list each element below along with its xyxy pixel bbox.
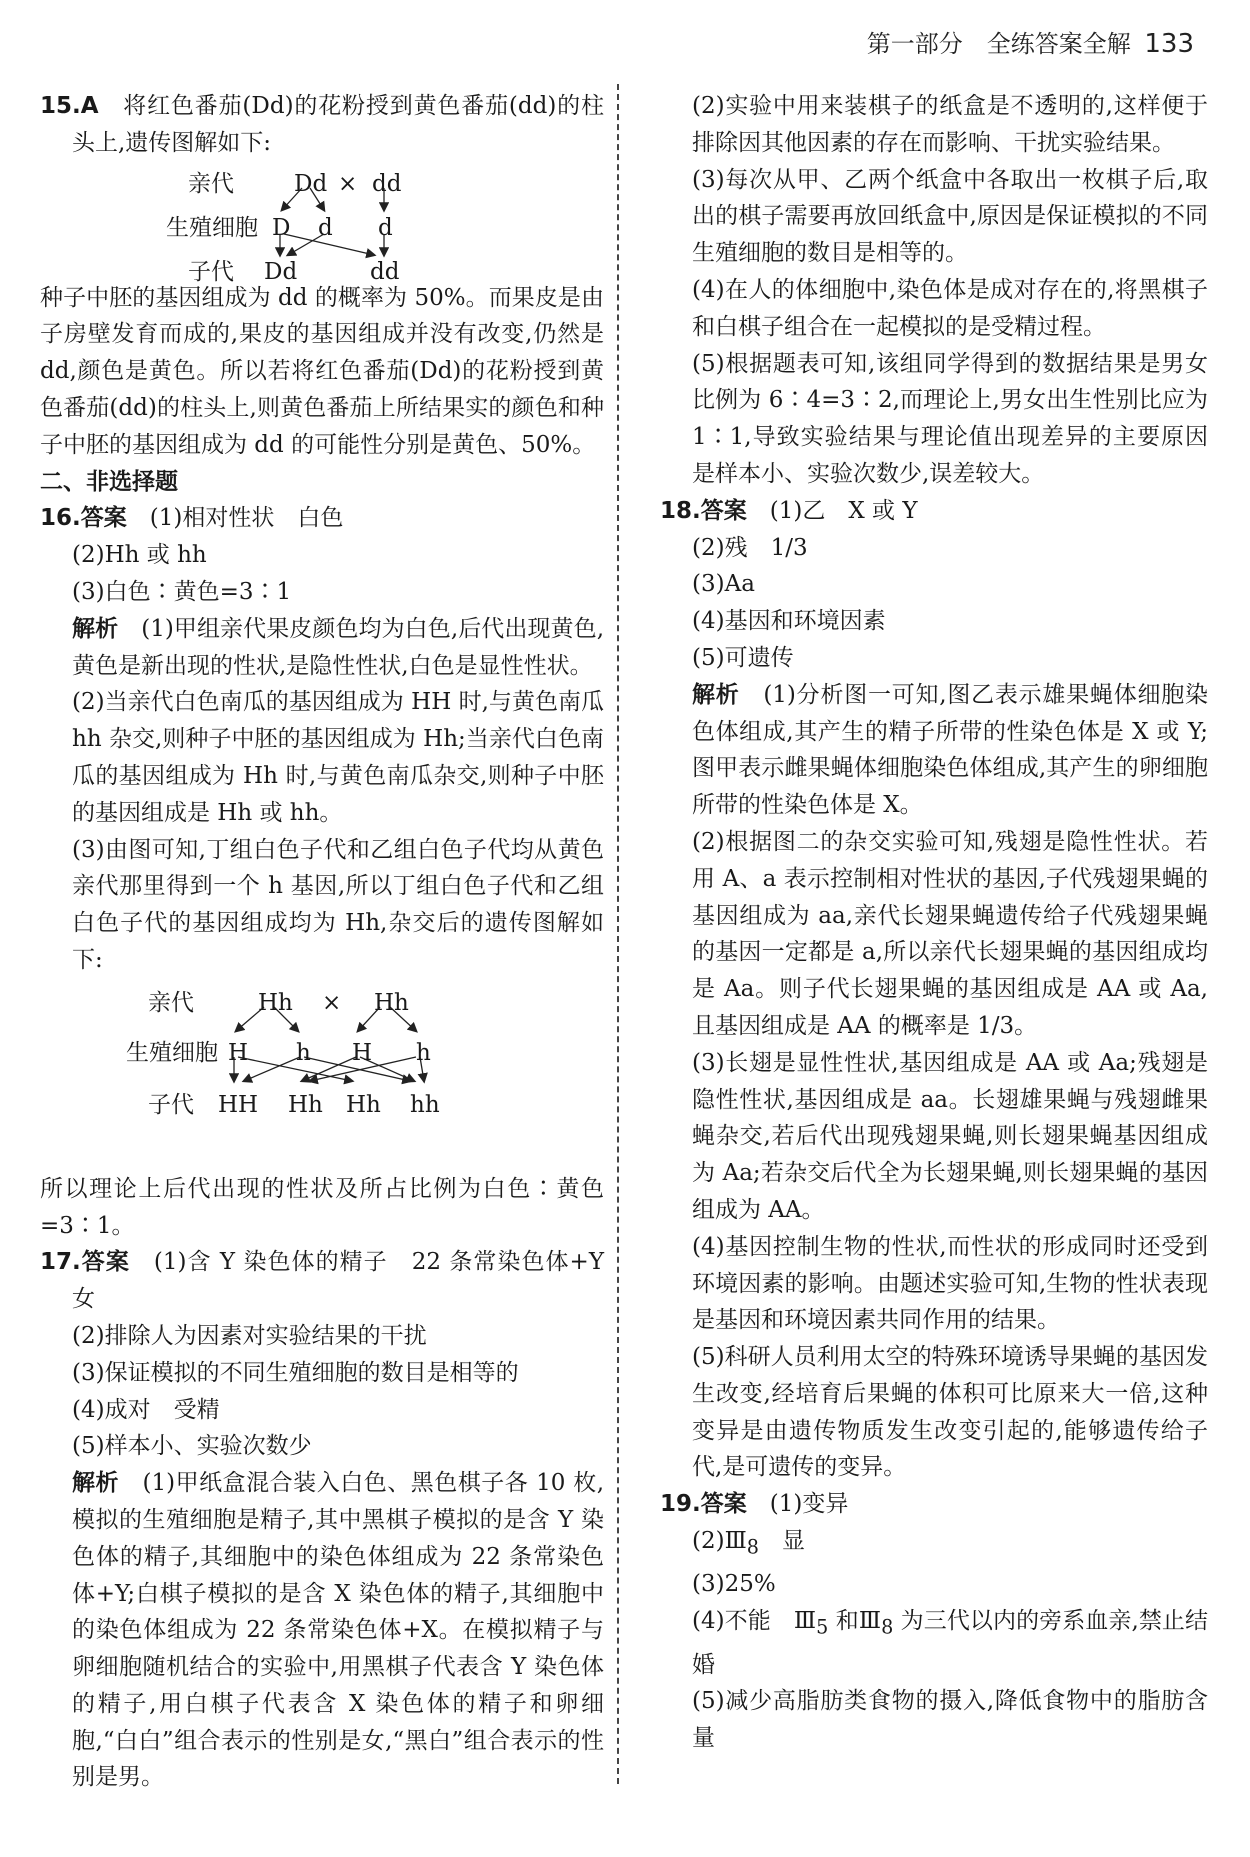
q17-answer-5: (5)样本小、实验次数少	[72, 1433, 312, 1460]
q15-explanation: 种子中胚的基因组成为 dd 的概率为 50%。而果皮是由子房壁发育而成的,果皮的基因组成并没有改变,仍然是 dd,颜色是黄色。所以若将红色番茄(Dd)的花粉授到黄色番茄(dd)的柱头上,则黄色番茄上所结果实的颜色和种子中胚的基因组成为 dd 的可能性分别是黄色、50%。	[40, 284, 604, 458]
q15-offspring-2: dd	[370, 258, 400, 285]
q16-offspring-3: Hh	[346, 1091, 381, 1118]
q17-analysis-2: (2)实验中用来装棋子的纸盒是不透明的,这样便于排除因其他因素的存在而影响、干扰实验结果。	[692, 93, 1208, 156]
q16-answer-1: 16.答案 (1)相对性状 白色	[40, 505, 344, 532]
q18-number: 18.	[660, 497, 701, 524]
q16-gamete-1: H	[228, 1039, 249, 1066]
q16-conclusion: 所以理论上后代出现的性状及所占比例为白色∶黄色=3∶1。	[40, 1175, 604, 1239]
page-number: 133	[1144, 29, 1194, 59]
q17-answer-1: 17.答案 (1)含 Y 染色体的精子 22 条常染色体+Y 女	[40, 1249, 628, 1313]
page-header	[867, 24, 1194, 59]
q16-analysis-3: (3)由图可知,丁组白色子代和乙组白色子代均从黄色亲代那里得到一个 h 基因,所以丁组白色子代和乙组白色子代的基因组成均为 Hh,杂交后的遗传图解如下:	[72, 836, 604, 973]
q16-offspring-4: hh	[410, 1091, 440, 1118]
q16-label-parent: 亲代	[148, 989, 194, 1016]
q15-offspring-1: Dd	[264, 258, 298, 285]
q17-answer-label: 答案	[80, 1249, 130, 1276]
q16-gamete-4: h	[416, 1039, 431, 1066]
section-title: 第一部分 全练答案全解	[866, 30, 1131, 58]
q15-cross-diagram	[40, 166, 604, 285]
q15-intro: 15.A 将红色番茄(Dd)的花粉授到黄色番茄(dd)的柱头上,遗传图解如下:	[40, 93, 604, 156]
q18-answer-label: 答案	[700, 497, 747, 524]
q16-gamete-3: H	[352, 1039, 373, 1066]
q18-answer-4: (4)基因和环境因素	[692, 608, 886, 635]
q17-analysis-1: 解析 (1)甲纸盒混合装入白色、黑色棋子各 10 枚,模拟的生殖细胞是精子,其中黑棋子模拟的是含 Y 染色体的精子,其细胞中的染色体组成为 22 条常染色体+Y;白棋子模拟的是含 X 染色体的精子,其细胞中的染色体组成为 22 条常染色体+X。在模拟精子与卵细胞随机结合的实验中,用黑棋子代表含 Y 染色体的精子,用白棋子代表含 X 染色体的精子和卵细胞,“白白”组合表示的性别是女,“黑白”组合表示的性别是男。	[72, 1470, 605, 1791]
q18-analysis-5: (5)科研人员利用太空的特殊环境诱导果蝇的基因发生改变,经培育后果蝇的体积可比原来大一倍,这种变异是由遗传物质发生改变引起的,能够遗传给子代,是可遗传的变异。	[692, 1344, 1208, 1481]
q16-gamete-2: h	[296, 1039, 311, 1066]
q18-answer-5: (5)可遗传	[692, 644, 794, 671]
q16-answer-label: 答案	[80, 505, 127, 532]
right-column	[660, 88, 1208, 1757]
section-heading: 二、非选择题	[40, 468, 178, 495]
q17-analysis-label: 解析	[72, 1470, 120, 1497]
q17-answer-2: (2)排除人为因素对实验结果的干扰	[72, 1322, 427, 1349]
q18-analysis-label: 解析	[692, 681, 740, 708]
q18-answer-1: 18.答案 (1)乙 X 或 Y	[660, 497, 918, 524]
q16-parent-2: Hh	[374, 989, 409, 1016]
q16-analysis-label: 解析	[72, 615, 119, 642]
q19-answer-1: 19.答案 (1)变异	[660, 1491, 849, 1518]
q19-answer-2: $(2)Ⅲ_8$ 显	[692, 1528, 805, 1559]
q17-answer-3: (3)保证模拟的不同生殖细胞的数目是相等的	[72, 1359, 519, 1386]
q16-analysis-2: (2)当亲代白色南瓜的基因组成为 HH 时,与黄色南瓜 hh 杂交,则种子中胚的基因组成为 Hh;当亲代白色南瓜的基因组成为 Hh 时,与黄色南瓜杂交,则种子中胚的基因组成是 Hh 或 hh。	[72, 689, 604, 826]
q16-label-gamete: 生殖细胞	[126, 1039, 218, 1066]
q16-offspring-1: HH	[218, 1091, 259, 1118]
q16-label-offspring: 子代	[148, 1091, 194, 1118]
q15-number: 15.A	[40, 93, 99, 119]
q19-answer-label: 答案	[700, 1491, 747, 1518]
q16-number: 16.	[40, 505, 81, 532]
q15-cross-symbol: ×	[338, 170, 358, 197]
q17-analysis-5: (5)根据题表可知,该组同学得到的数据结果是男女比例为 6∶4=3∶2,而理论上,男女出生性别比应为 1∶1,导致实验结果与理论值出现差异的主要原因是样本小、实验次数少,误差较大。	[692, 350, 1208, 487]
q17-number: 17.	[40, 1249, 81, 1276]
q19-answer-3: (3)25%	[692, 1571, 776, 1598]
q16-answer-2: (2)Hh 或 hh	[72, 542, 207, 569]
q18-analysis-2: (2)根据图二的杂交实验可知,残翅是隐性性状。若用 A、a 表示控制相对性状的基因,子代残翅果蝇的基因组成为 aa,亲代长翅果蝇遗传给子代残翅果蝇的基因一定都是 a,所以亲代长翅果蝇的基因组成均是 Aa。则子代长翅果蝇的基因组成是 AA 或 Aa,且基因组成是 AA 的概率是 1/3。	[692, 828, 1208, 1039]
q16-offspring-2: Hh	[288, 1091, 323, 1118]
q18-analysis-4: (4)基因控制生物的性状,而性状的形成同时还受到环境因素的影响。由题述实验可知,生物的性状表现是基因和环境因素共同作用的结果。	[692, 1233, 1208, 1334]
left-column	[40, 88, 628, 1796]
q15-label-gamete: 生殖细胞	[166, 214, 258, 241]
q15-gamete-2: d	[318, 214, 333, 241]
q18-analysis-3: (3)长翅是显性性状,基因组成是 AA 或 Aa;残翅是隐性性状,基因组成是 aa。长翅雄果蝇与残翅雌果蝇杂交,若后代出现残翅果蝇,则长翅果蝇基因组成为 Aa;若杂交后代全为长翅果蝇,则长翅果蝇的基因组成为 AA。	[692, 1049, 1208, 1223]
q16-cross-symbol: ×	[322, 989, 342, 1016]
q18-analysis-1: 解析 (1)分析图一可知,图乙表示雄果蝇体细胞染色体组成,其产生的精子所带的性染色体是 X 或 Y;图甲表示雌果蝇体细胞染色体组成,其产生的卵细胞所带的性染色体是 X。	[692, 681, 1209, 819]
q18-answer-2: (2)残 1/3	[692, 534, 808, 561]
q16-parent-1: Hh	[258, 989, 293, 1016]
q17-answer-4: (4)成对 受精	[72, 1396, 220, 1423]
q19-answer-5: (5)减少高脂肪类食物的摄入,降低食物中的脂肪含量	[692, 1688, 1208, 1752]
q15-label-offspring: 子代	[188, 258, 234, 285]
q18-answer-3: (3)Aa	[692, 571, 755, 598]
q16-analysis-1: 解析 (1)甲组亲代果皮颜色均为白色,后代出现黄色,黄色是新出现的性状,是隐性性状,白色是显性性状。	[72, 615, 604, 679]
q17-analysis-3: (3)每次从甲、乙两个纸盒中各取出一枚棋子后,取出的棋子需要再放回纸盒中,原因是保证模拟的不同生殖细胞的数目是相等的。	[692, 166, 1208, 267]
q16-cross-diagram	[40, 983, 604, 1167]
q15-gamete-1: D	[272, 214, 291, 241]
q15-parent-2: dd	[372, 170, 402, 197]
q15-label-parent: 亲代	[188, 170, 234, 197]
q15-parent-1: Dd	[294, 170, 328, 197]
q16-answer-3: (3)白色∶黄色=3∶1	[72, 578, 292, 605]
column-divider	[617, 84, 619, 1784]
q19-answer-4: (4)不能 $Ⅲ_5$ 和$Ⅲ_8$ 为三代以内的旁系血亲,禁止结婚	[692, 1608, 1209, 1678]
q17-analysis-4: (4)在人的体细胞中,染色体是成对存在的,将黑棋子和白棋子组合在一起模拟的是受精过程。	[692, 276, 1208, 340]
q19-number: 19.	[660, 1491, 701, 1518]
q15-gamete-3: d	[378, 214, 393, 241]
